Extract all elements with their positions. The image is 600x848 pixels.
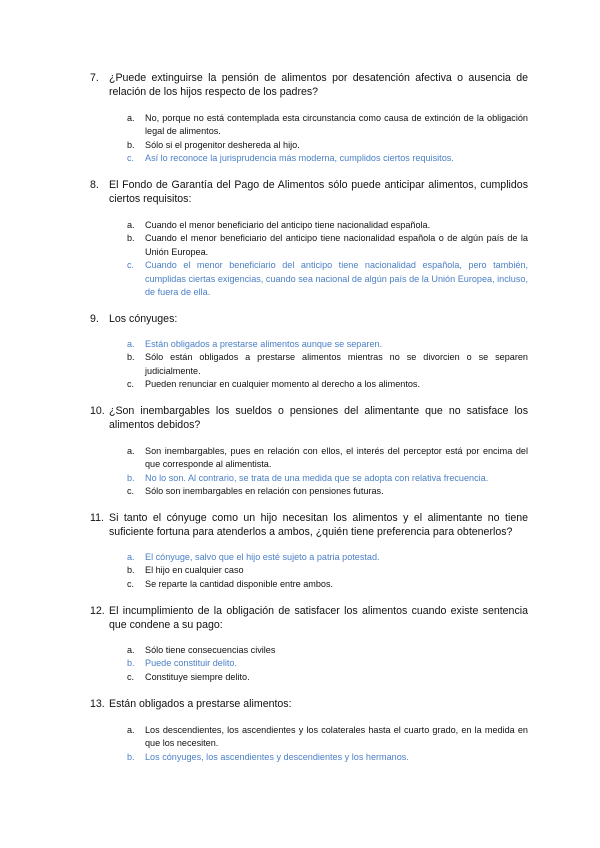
option-7b: b. Sólo si el progenitor deshereda al hijo. [127,139,300,150]
question-text: ¿Son inembargables los sueldos o pensiones del alimentante que no satisface los alimentos debidos? [109,405,528,432]
options-11 [127,551,528,591]
option-9b: b. Sólo están obligados a prestarse alimentos mientras no se divorcien o se separen judicialmente. [127,352,528,376]
option-7a: a. No, porque no está contemplada esta circunstancia como causa de extinción de la obligación legal de alimentos. [127,113,528,137]
question-text: ¿Puede extinguirse la pensión de alimentos por desatención afectiva o ausencia de relación de los hijos respecto de los padres? [109,72,528,99]
option-9c: c. Pueden renunciar en cualquier momento al derecho a los alimentos. [127,379,420,390]
question-12 [90,604,528,633]
option-7c-correct: c. Así lo reconoce la jurisprudencia más moderna, cumplidos ciertos requisitos. [127,153,454,164]
option-8b: b. Cuando el menor beneficiario del anticipo tiene nacionalidad española o de algún país de la Unión Europea. [127,233,528,257]
options-7 [127,112,528,166]
question-11 [90,511,528,540]
question-10 [90,404,528,433]
question-number: 10. [90,405,105,417]
option-12b-correct: b. Puede constituir delito. [127,658,238,669]
option-13a: a. Los descendientes, los ascendientes y los colaterales hasta el cuarto grado, en la medida en que los necesiten. [127,725,528,749]
options-12 [127,644,528,684]
question-text: El incumplimiento de la obligación de satisfacer los alimentos cuando existe sentencia que condene a su pago: [109,605,528,632]
option-11a-correct: a. El cónyuge, salvo que el hijo esté sujeto a patria potestad. [127,552,380,562]
question-text: Si tanto el cónyuge como un hijo necesitan los alimentos y el alimentante no tiene suficiente fortuna para atenderlos a ambos, ¿quién tiene preferencia para obtenerlos? [109,512,528,539]
option-10a: a. Son inembargables, pues en relación con ellos, el interés del perceptor está por encima del que corresponde al alimentista. [127,446,528,470]
question-text: Los cónyuges: [109,313,178,325]
question-number: 11. [90,512,104,524]
options-9 [127,338,528,392]
options-13 [127,724,528,764]
question-text: El Fondo de Garantía del Pago de Alimentos sólo puede anticipar alimentos, cumplidos ciertos requisitos: [109,179,528,206]
option-12a: a. Sólo tiene consecuencias civiles [127,645,276,655]
options-10 [127,445,528,499]
question-text: Están obligados a prestarse alimentos: [109,698,292,710]
question-number: 8. [90,179,99,191]
question-7 [90,71,528,100]
question-8 [90,178,528,207]
option-10c: c. Sólo son inembargables en relación con pensiones futuras. [127,486,384,497]
option-12c: c. Constituye siempre delito. [127,671,250,682]
question-number: 9. [90,313,99,325]
question-number: 12. [90,605,105,617]
option-13b-correct: b. Los cónyuges, los ascendientes y descendientes y los hermanos. [127,751,409,762]
question-9 [90,312,528,326]
question-number: 13. [90,698,105,710]
option-8c-correct: c. Cuando el menor beneficiario del anticipo tiene nacionalidad española, pero también, cumplidas ciertas exigencias, cuando sea nacional de algún país de la Unión Europea, incluso, de fuera de ella. [127,260,528,298]
option-11c: c. Se reparte la cantidad disponible entre ambos. [127,578,334,589]
question-number: 7. [90,72,99,84]
question-13 [90,697,528,711]
options-8 [127,219,528,299]
option-8a: a. Cuando el menor beneficiario del anticipo tiene nacionalidad española. [127,220,431,230]
option-10b-correct: b. No lo son. Al contrario, se trata de una medida que se adopta con relativa frecuencia. [127,472,489,483]
option-9a-correct: a. Están obligados a prestarse alimentos aunque se separen. [127,339,383,349]
option-11b: b. El hijo en cualquier caso [127,565,244,576]
